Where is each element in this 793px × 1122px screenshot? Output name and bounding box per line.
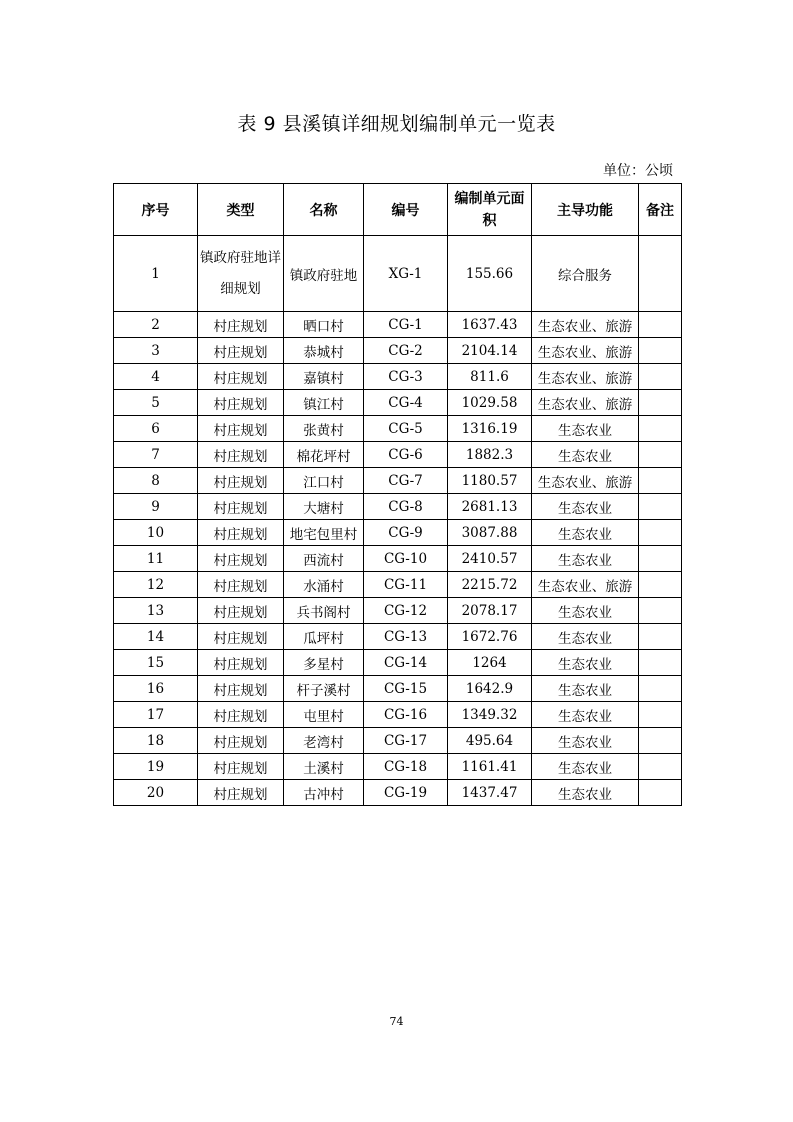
cell-name: 老湾村	[284, 728, 364, 754]
cell-code: CG-18	[364, 754, 448, 780]
cell-area: 2078.17	[448, 598, 532, 624]
table-row	[114, 364, 682, 390]
cell-seq: 14	[114, 624, 198, 650]
cell-code: CG-16	[364, 702, 448, 728]
cell-name: 兵书阁村	[284, 598, 364, 624]
table-row	[114, 236, 682, 312]
cell-area: 811.6	[448, 364, 532, 390]
table-row	[114, 728, 682, 754]
cell-type: 村庄规划	[198, 624, 284, 650]
cell-seq: 13	[114, 598, 198, 624]
cell-note	[639, 494, 682, 520]
cell-note	[639, 468, 682, 494]
cell-area: 1642.9	[448, 676, 532, 702]
cell-name: 恭城村	[284, 338, 364, 364]
cell-function: 生态农业、旅游	[532, 364, 639, 390]
cell-note	[639, 572, 682, 598]
cell-seq: 15	[114, 650, 198, 676]
table-row	[114, 338, 682, 364]
cell-function: 生态农业、旅游	[532, 338, 639, 364]
cell-area: 1882.3	[448, 442, 532, 468]
cell-area: 1264	[448, 650, 532, 676]
cell-area: 2215.72	[448, 572, 532, 598]
table-header-row	[114, 184, 682, 236]
cell-area: 495.64	[448, 728, 532, 754]
table-row	[114, 780, 682, 806]
table-row	[114, 494, 682, 520]
cell-area: 3087.88	[448, 520, 532, 546]
cell-seq: 16	[114, 676, 198, 702]
cell-seq: 9	[114, 494, 198, 520]
cell-seq: 19	[114, 754, 198, 780]
cell-code: CG-8	[364, 494, 448, 520]
table-row	[114, 754, 682, 780]
cell-note	[639, 416, 682, 442]
cell-area: 2104.14	[448, 338, 532, 364]
cell-function: 生态农业	[532, 676, 639, 702]
cell-seq: 6	[114, 416, 198, 442]
cell-type: 村庄规划	[198, 312, 284, 338]
cell-type: 村庄规划	[198, 520, 284, 546]
table-title: 表 9 县溪镇详细规划编制单元一览表	[237, 113, 556, 135]
table-row	[114, 546, 682, 572]
cell-area: 1349.32	[448, 702, 532, 728]
cell-name: 大塘村	[284, 494, 364, 520]
cell-area: 1029.58	[448, 390, 532, 416]
cell-function: 生态农业	[532, 650, 639, 676]
cell-seq: 3	[114, 338, 198, 364]
cell-code: CG-4	[364, 390, 448, 416]
cell-function: 生态农业	[532, 442, 639, 468]
cell-code: CG-7	[364, 468, 448, 494]
cell-area: 1161.41	[448, 754, 532, 780]
cell-area: 2681.13	[448, 494, 532, 520]
cell-function: 生态农业	[532, 546, 639, 572]
cell-seq: 11	[114, 546, 198, 572]
cell-note	[639, 624, 682, 650]
cell-code: CG-6	[364, 442, 448, 468]
table-row	[114, 650, 682, 676]
header-note: 备注	[639, 184, 682, 236]
cell-seq: 20	[114, 780, 198, 806]
cell-function: 生态农业	[532, 728, 639, 754]
cell-area: 155.66	[448, 236, 532, 312]
cell-code: CG-2	[364, 338, 448, 364]
cell-seq: 7	[114, 442, 198, 468]
cell-type: 村庄规划	[198, 338, 284, 364]
cell-name: 地宅包里村	[284, 520, 364, 546]
cell-type: 村庄规划	[198, 702, 284, 728]
table-row	[114, 442, 682, 468]
cell-function: 生态农业	[532, 754, 639, 780]
cell-type: 村庄规划	[198, 676, 284, 702]
table-row	[114, 468, 682, 494]
cell-seq: 10	[114, 520, 198, 546]
cell-function: 生态农业	[532, 624, 639, 650]
cell-code: CG-11	[364, 572, 448, 598]
cell-note	[639, 546, 682, 572]
cell-note	[639, 728, 682, 754]
cell-seq: 1	[114, 236, 198, 312]
cell-note	[639, 702, 682, 728]
header-code: 编号	[364, 184, 448, 236]
cell-type: 村庄规划	[198, 416, 284, 442]
cell-function: 生态农业	[532, 416, 639, 442]
header-function: 主导功能	[532, 184, 639, 236]
table-row	[114, 572, 682, 598]
cell-type: 村庄规划	[198, 390, 284, 416]
cell-function: 生态农业、旅游	[532, 572, 639, 598]
cell-name: 嘉镇村	[284, 364, 364, 390]
cell-name: 镇江村	[284, 390, 364, 416]
cell-code: XG-1	[364, 236, 448, 312]
cell-area: 1316.19	[448, 416, 532, 442]
cell-type: 村庄规划	[198, 494, 284, 520]
table-row	[114, 598, 682, 624]
cell-name: 张黄村	[284, 416, 364, 442]
cell-seq: 4	[114, 364, 198, 390]
header-type: 类型	[198, 184, 284, 236]
cell-code: CG-17	[364, 728, 448, 754]
cell-function: 生态农业、旅游	[532, 468, 639, 494]
cell-function: 生态农业	[532, 520, 639, 546]
cell-seq: 17	[114, 702, 198, 728]
cell-type: 村庄规划	[198, 364, 284, 390]
cell-name: 江口村	[284, 468, 364, 494]
cell-note	[639, 676, 682, 702]
cell-function: 生态农业、旅游	[532, 312, 639, 338]
cell-note	[639, 236, 682, 312]
header-area: 编制单元面积	[448, 184, 532, 236]
cell-name: 杆子溪村	[284, 676, 364, 702]
cell-name: 西流村	[284, 546, 364, 572]
cell-function: 生态农业	[532, 494, 639, 520]
table-body	[114, 236, 682, 806]
cell-code: CG-13	[364, 624, 448, 650]
page-number: 74	[389, 1015, 404, 1028]
unit-label: 单位：公顷	[603, 163, 673, 179]
cell-note	[639, 598, 682, 624]
cell-area: 1637.43	[448, 312, 532, 338]
cell-note	[639, 338, 682, 364]
cell-code: CG-3	[364, 364, 448, 390]
table-row	[114, 676, 682, 702]
cell-note	[639, 390, 682, 416]
cell-type: 村庄规划	[198, 546, 284, 572]
cell-name: 土溪村	[284, 754, 364, 780]
cell-note	[639, 442, 682, 468]
cell-name: 古冲村	[284, 780, 364, 806]
table-row	[114, 520, 682, 546]
table-row	[114, 416, 682, 442]
table-row	[114, 702, 682, 728]
cell-area: 1180.57	[448, 468, 532, 494]
cell-seq: 8	[114, 468, 198, 494]
cell-type: 村庄规划	[198, 754, 284, 780]
cell-seq: 5	[114, 390, 198, 416]
cell-note	[639, 520, 682, 546]
cell-code: CG-9	[364, 520, 448, 546]
planning-units-table	[113, 183, 682, 806]
cell-type: 村庄规划	[198, 650, 284, 676]
cell-note	[639, 650, 682, 676]
cell-code: CG-5	[364, 416, 448, 442]
cell-type: 村庄规划	[198, 442, 284, 468]
cell-function: 生态农业、旅游	[532, 390, 639, 416]
table-row	[114, 390, 682, 416]
cell-seq: 18	[114, 728, 198, 754]
cell-code: CG-12	[364, 598, 448, 624]
cell-area: 1437.47	[448, 780, 532, 806]
cell-name: 瓜坪村	[284, 624, 364, 650]
cell-code: CG-15	[364, 676, 448, 702]
cell-code: CG-10	[364, 546, 448, 572]
cell-note	[639, 754, 682, 780]
cell-type: 村庄规划	[198, 728, 284, 754]
cell-name: 晒口村	[284, 312, 364, 338]
cell-name: 多星村	[284, 650, 364, 676]
cell-function: 生态农业	[532, 598, 639, 624]
table-row	[114, 312, 682, 338]
cell-area: 2410.57	[448, 546, 532, 572]
cell-code: CG-14	[364, 650, 448, 676]
cell-function: 综合服务	[532, 236, 639, 312]
header-seq: 序号	[114, 184, 198, 236]
cell-type: 村庄规划	[198, 468, 284, 494]
table-row	[114, 624, 682, 650]
cell-note	[639, 780, 682, 806]
header-name: 名称	[284, 184, 364, 236]
cell-type: 村庄规划	[198, 598, 284, 624]
cell-function: 生态农业	[532, 780, 639, 806]
cell-code: CG-19	[364, 780, 448, 806]
cell-name: 镇政府驻地	[284, 236, 364, 312]
cell-function: 生态农业	[532, 702, 639, 728]
cell-area: 1672.76	[448, 624, 532, 650]
cell-note	[639, 364, 682, 390]
cell-note	[639, 312, 682, 338]
cell-name: 棉花坪村	[284, 442, 364, 468]
cell-seq: 12	[114, 572, 198, 598]
cell-type: 村庄规划	[198, 780, 284, 806]
cell-seq: 2	[114, 312, 198, 338]
cell-type: 镇政府驻地详细规划	[198, 236, 284, 312]
cell-type: 村庄规划	[198, 572, 284, 598]
cell-code: CG-1	[364, 312, 448, 338]
cell-name: 水涌村	[284, 572, 364, 598]
cell-name: 屯里村	[284, 702, 364, 728]
